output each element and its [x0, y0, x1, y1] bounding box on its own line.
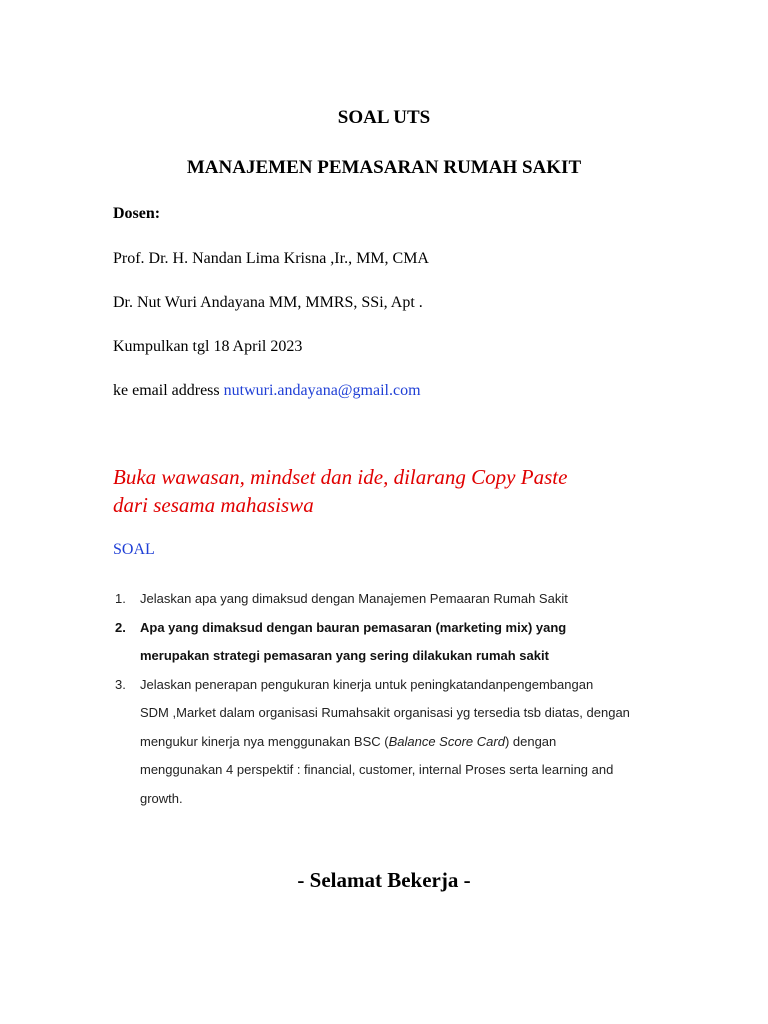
question-list — [113, 585, 673, 813]
question-text-line — [140, 728, 673, 757]
notice-line-2: dari sesama mahasiswa — [113, 493, 314, 517]
question-text-line: Jelaskan penerapan pengukuran kinerja untuk peningkatandanpengembangan — [140, 676, 594, 692]
closing-message: - Selamat Bekerja - — [297, 868, 471, 892]
dosen-label: Dosen: — [113, 205, 161, 222]
question-number: 1. — [115, 591, 126, 606]
questions-label: SOAL — [113, 541, 155, 558]
question-number: 3. — [115, 676, 126, 692]
document-title: SOAL UTS — [337, 107, 431, 128]
course-title: MANAJEMEN PEMASARAN RUMAH SAKIT — [186, 157, 582, 178]
lecturer-1: Prof. Dr. H. Nandan Lima Krisna ,Ir., MM, CMA — [113, 250, 429, 267]
lecturer-2: Dr. Nut Wuri Andayana MM, MMRS, SSi, Apt . — [113, 294, 423, 311]
question-text: Jelaskan apa yang dimaksud dengan Manajemen Pemaaran Rumah Sakit — [140, 591, 568, 606]
question-number: 2. — [115, 619, 126, 635]
question-item-3 — [113, 671, 673, 814]
question-text-line: Apa yang dimaksud dengan bauran pemasaran (marketing mix) yang — [140, 619, 567, 635]
email-prefix: ke email address — [113, 382, 224, 399]
question-text-line: menggunakan 4 perspektif : financial, customer, internal Proses serta learning and — [140, 762, 614, 777]
bsc-term: Balance Score Card — [388, 733, 505, 749]
deadline-text: Kumpulkan tgl 18 April 2023 — [113, 338, 303, 355]
notice-line-1: Buka wawasan, mindset dan ide, dilarang Copy Paste — [113, 465, 568, 489]
email-line — [113, 382, 421, 400]
question-text-part: mengukur kinerja nya menggunakan BSC ( — [140, 733, 389, 749]
question-item-1 — [113, 585, 673, 614]
email-link[interactable]: nutwuri.andayana@gmail.com — [223, 382, 421, 399]
question-item-2 — [113, 614, 673, 671]
question-text-line: SDM ,Market dalam organisasi Rumahsakit organisasi yg tersedia tsb diatas, dengan — [140, 705, 630, 720]
question-text-line: merupakan strategi pemasaran yang sering dilakukan rumah sakit — [140, 648, 549, 663]
question-text-part: ) dengan — [504, 733, 557, 749]
question-text-line: growth. — [140, 790, 183, 806]
